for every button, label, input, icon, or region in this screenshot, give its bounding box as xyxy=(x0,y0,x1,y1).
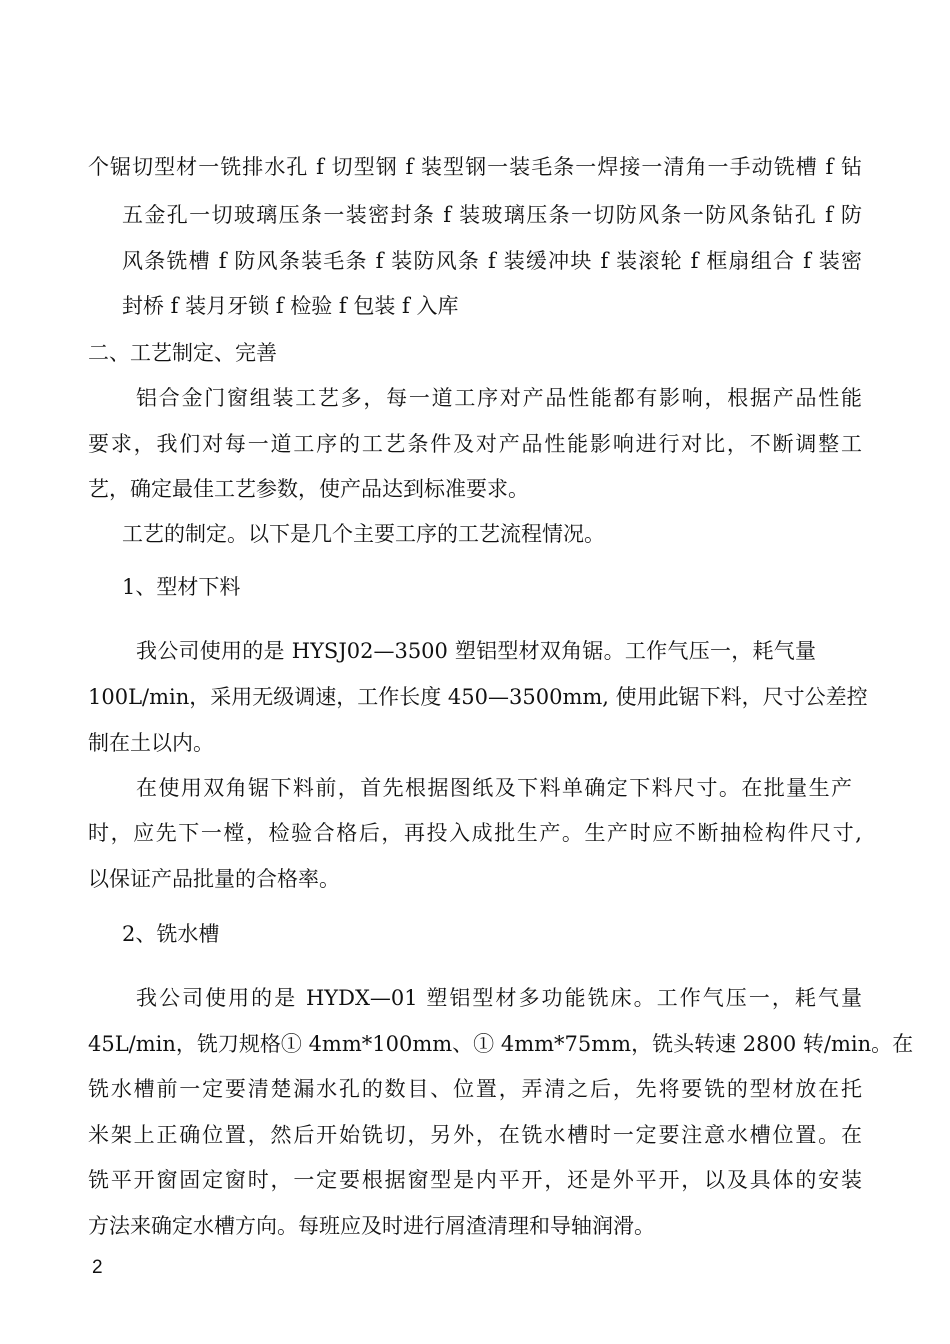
paragraph-line: 在使用双角锯下料前，首先根据图纸及下料单确定下料尺寸。在批量生产 xyxy=(136,776,852,800)
process-flow-line: 个锯切型材一铣排水孔 f 切型钢 f 装型钢一装毛条一焊接一清角一手动铣槽 f 钻 xyxy=(88,155,862,179)
paragraph-line: 米架上正确位置，然后开始铣切，另外，在铣水槽时一定要注意水槽位置。在 xyxy=(88,1123,862,1147)
paragraph-line: 100L/min，采用无级调速，工作长度 450—3500mm, 使用此锯下料，尺寸公差控 xyxy=(88,685,868,709)
process-flow-line: 风条铣槽 f 防风条装毛条 f 装防风条 f 装缓冲块 f 装滚轮 f 框扇组合 f 装密 xyxy=(122,249,862,273)
section-heading: 二、工艺制定、完善 xyxy=(88,341,277,365)
paragraph-line: 方法来确定水槽方向。每班应及时进行屑渣清理和导轴润滑。 xyxy=(88,1214,655,1238)
paragraph-line: 以保证产品批量的合格率。 xyxy=(88,867,340,891)
paragraph-line: 45L/min，铣刀规格① 4mm*100mm、① 4mm*75mm，铣头转速 2800 转/min。在 xyxy=(88,1032,914,1056)
paragraph-line: 工艺的制定。以下是几个主要工序的工艺流程情况。 xyxy=(122,522,605,546)
subsection-heading: 2、铣水槽 xyxy=(122,922,220,946)
subsection-heading: 1、型材下料 xyxy=(122,575,241,599)
process-flow-line: 封桥 f 装月牙锁 f 检验 f 包装 f 入库 xyxy=(122,294,459,318)
paragraph-line: 铣水槽前一定要清楚漏水孔的数目、位置，弄清之后，先将要铣的型材放在托 xyxy=(88,1077,862,1101)
paragraph-line: 时，应先下一樘，检验合格后，再投入成批生产。生产时应不断抽检构件尺寸, xyxy=(88,821,862,845)
page-number: 2 xyxy=(92,1257,103,1278)
paragraph-line: 要求，我们对每一道工序的工艺条件及对产品性能影响进行对比，不断调整工 xyxy=(88,432,862,456)
paragraph-line: 我公司使用的是 HYDX—01 塑铝型材多功能铣床。工作气压一，耗气量 xyxy=(136,986,862,1010)
paragraph-line: 铝合金门窗组装工艺多，每一道工序对产品性能都有影响，根据产品性能 xyxy=(136,386,862,410)
paragraph-line: 艺，确定最佳工艺参数，使产品达到标准要求。 xyxy=(88,477,529,501)
process-flow-line: 五金孔一切玻璃压条一装密封条 f 装玻璃压条一切防风条一防风条钻孔 f 防 xyxy=(122,203,862,227)
paragraph-line: 我公司使用的是 HYSJ02—3500 塑铝型材双角锯。工作气压一，耗气量 xyxy=(136,639,816,663)
paragraph-line: 铣平开窗固定窗时，一定要根据窗型是内平开，还是外平开，以及具体的安装 xyxy=(88,1168,862,1192)
paragraph-line: 制在土以内。 xyxy=(88,731,214,755)
